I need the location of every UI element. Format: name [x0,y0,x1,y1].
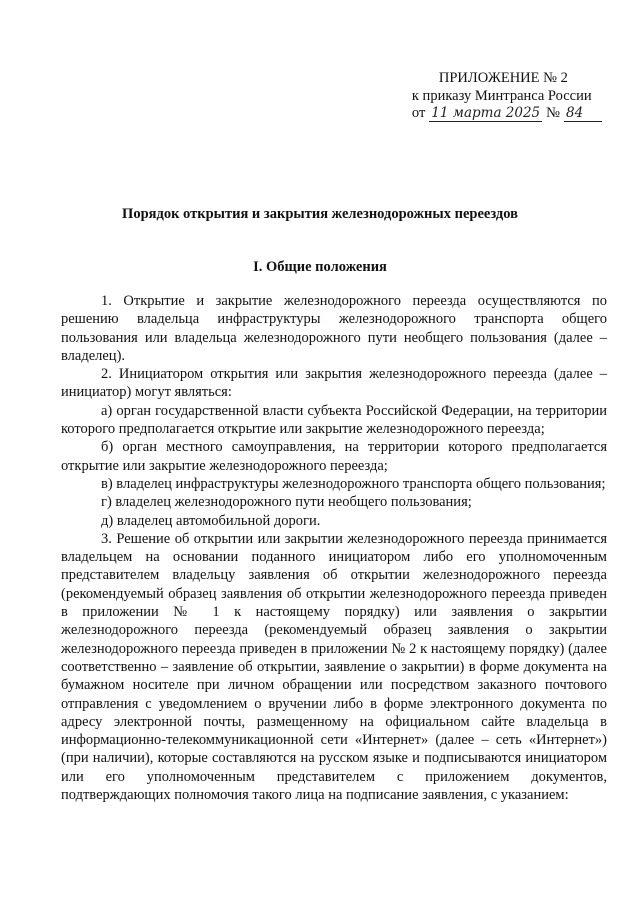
handwritten-number: 84 [564,106,602,122]
handwritten-date: 11 марта 2025 [431,105,541,121]
paragraph-2g: г) владелец железнодорожного пути необщего пользования; [101,494,472,511]
paragraph-2v: в) владелец инфраструктуры железнодорожного транспорта общего пользования; [101,475,606,492]
appendix-order-ref: к приказу Минтранса России [411,87,592,104]
section-heading: I. Общие положения [253,259,387,275]
number-prefix: № [546,105,560,121]
paragraph-3: 3. Решение об открытии или закрытии железнодорожного переезда принимается владельцем на основании поданного инициатором либо его уполномоченным представителем владельцу заявления об открытии железнодорожного переезда (рекомендуемый образец заявления об открытии железнодорожного переезда приведен в приложении № 1 к настоящему порядку) или заявления о закрытии железнодорожного переезда (рекомендуемый образец заявления о закрытии железнодорожного переезда приведен в приложении № 2 к настоящему порядку) (далее соответственно – заявление об открытии, заявление о закрытии) в форме документа на бумажном носителе при личном обращении или посредством заказного почтового отправления с уведомлением о вручении либо в форме электронного документа по адресу электронной почты, размещенному на официальном сайте владельца в информационно-телекоммуникационной сети «Интернет» (далее – сеть «Интернет») (при наличии), которые составляются на русском языке и подписываются инициатором или его уполномоченным представителем с приложением документов, подтверждающих полномочия такого лица на подписание заявления, с указанием: [61,530,607,804]
paragraph-2a: а) орган государственной власти субъекта Российской Федерации, на территории которого предполагается открытие или закрытие железнодорожного переезда; [61,402,607,438]
paragraph-1: 1. Открытие и закрытие железнодорожного переезда осуществляются по решению владельца инфраструктуры железнодорожного транспорта общего пользования или владельца железнодорожного пути необщего пользования (далее – владелец). [61,293,607,364]
appendix-title: ПРИЛОЖЕНИЕ № 2 [438,70,568,86]
paragraph-2d: д) владелец автомобильной дороги. [101,512,321,529]
paragraph-2b: б) орган местного самоуправления, на территории которого предполагается открытие или закрытие железнодорожного переезда; [61,439,607,474]
paragraph-2: 2. Инициатором открытия или закрытия железнодорожного переезда (далее – инициатор) могут являться: [61,366,607,401]
appendix-block [412,70,602,123]
document-title: Порядок открытия и закрытия железнодорожных переездов [122,206,518,222]
document-body [61,292,607,804]
date-prefix: от [411,105,426,121]
appendix-date-line [412,105,602,123]
